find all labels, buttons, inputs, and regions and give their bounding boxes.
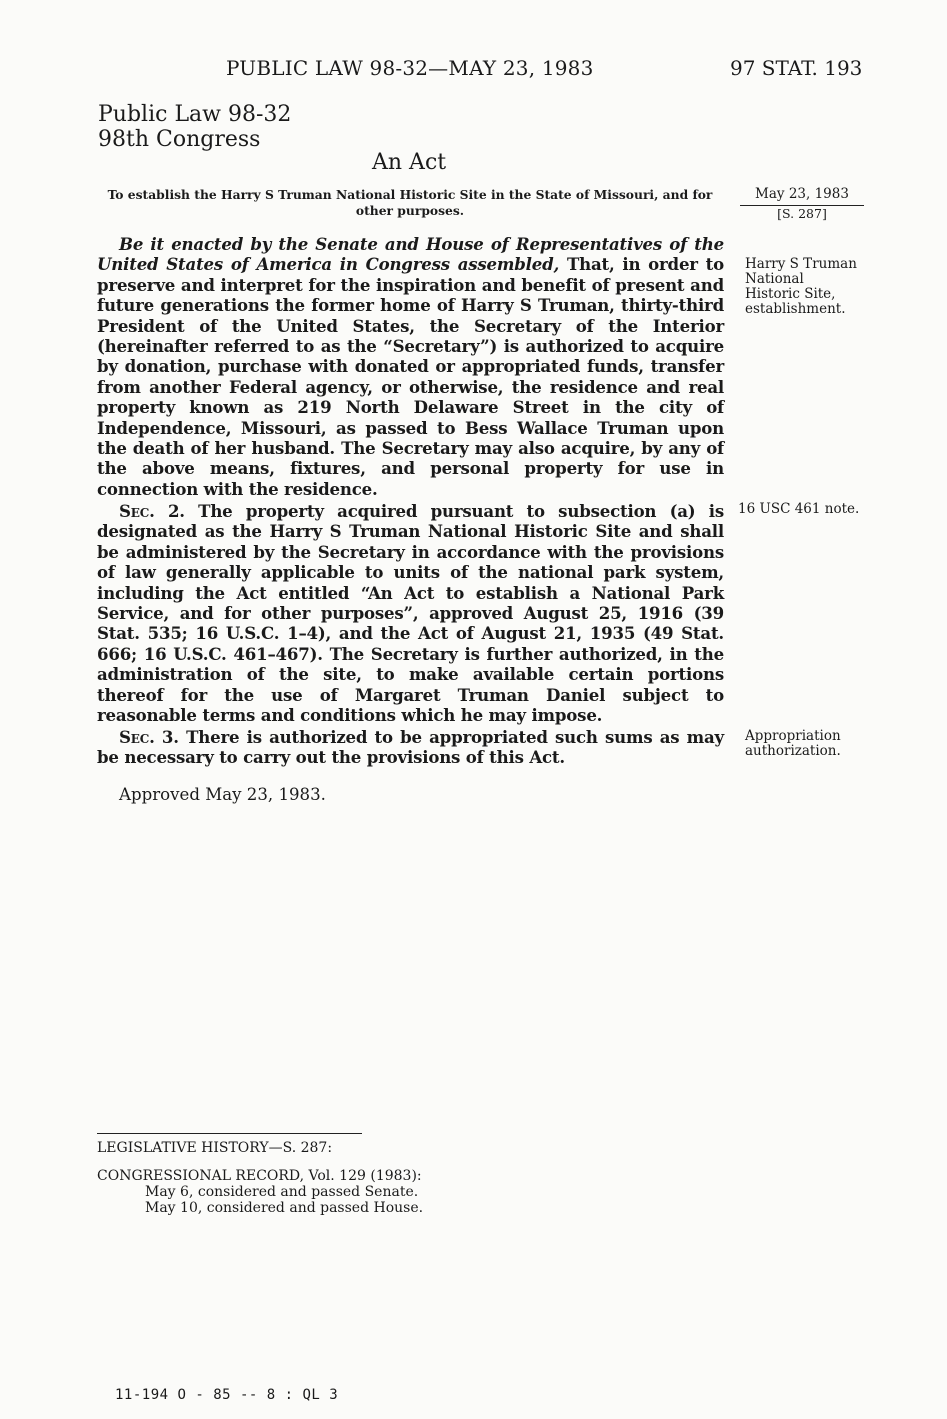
- congress-number: 98th Congress: [98, 127, 261, 152]
- section-3-paragraph: [97, 727, 724, 768]
- margin-note-line: Historic Site,: [745, 286, 836, 302]
- section-1-paragraph: [97, 234, 724, 499]
- margin-note-usc: 16 USC 461 note.: [738, 501, 860, 517]
- margin-note-line: National: [745, 271, 804, 287]
- public-law-number: Public Law 98-32: [98, 102, 292, 127]
- act-purpose: To establish the Harry S Truman National Historic Site in the State of Missouri, and for other purposes.: [107, 187, 713, 218]
- running-title: PUBLIC LAW 98-32—MAY 23, 1983: [226, 56, 594, 80]
- section-3-text: There is authorized to be appropriated such sums as may be necessary to carry out the provisions of this Act.: [97, 727, 725, 768]
- margin-note-appropriation: [745, 729, 841, 759]
- section-2-paragraph: [97, 501, 724, 725]
- margin-note-establishment: [745, 257, 857, 317]
- section-2-label: Sec. 2.: [119, 501, 185, 521]
- history-item: May 10, considered and passed House.: [145, 1200, 424, 1216]
- margin-note-line: Appropriation: [745, 728, 841, 744]
- stat-reference: 97 STAT. 193: [730, 56, 863, 80]
- margin-date: May 23, 1983: [740, 186, 864, 206]
- margin-note-line: establishment.: [745, 301, 846, 317]
- legislative-history-title: LEGISLATIVE HISTORY—S. 287:: [97, 1140, 333, 1156]
- history-item: May 6, considered and passed Senate.: [145, 1184, 419, 1200]
- congressional-record: [97, 1168, 423, 1216]
- print-code: 11-194 O - 85 -- 8 : QL 3: [115, 1387, 339, 1403]
- margin-note-line: authorization.: [745, 743, 841, 759]
- margin-note-line: Harry S Truman: [745, 256, 857, 272]
- section-1-text: That, in order to preserve and interpret for the inspiration and benefit of present and future generations the former home of Harry S Truman, thirty-third President of the United States, the Secretary of the Interior (hereinafter referred to as the “Secretary”) is authorized to acquire by donation, purchase with donated or appropriated funds, transfer from another Federal agency, or otherwise, the residence and real property known as 219 North Delaware Street in the city of Independence, Missouri, as passed to Bess Wallace Truman upon the death of her husband. The Secretary may also acquire, by any of the above means, fixtures, and personal property for use in connection with the residence.: [97, 254, 725, 499]
- enacting-clause: Be it enacted by the Senate and House of Representatives of the United States of America in Congress assembled,: [97, 234, 724, 275]
- law-identifier: [98, 102, 291, 152]
- congressional-record-label: CONGRESSIONAL RECORD, Vol. 129 (1983):: [97, 1168, 422, 1184]
- section-2-text: The property acquired pursuant to subsection (a) is designated as the Harry S Truman National Historic Site and shall be administered by the Secretary in accordance with the provisions of law generally applicable to units of the national park system, including the Act entitled “An Act to establish a National Park Service, and for other purposes”, approved August 25, 1916 (39 Stat. 535; 16 U.S.C. 1–4), and the Act of August 21, 1935 (49 Stat. 666; 16 U.S.C. 461–467). The Secretary is further authorized, in the administration of the site, to make available certain portions thereof for the use of Margaret Truman Daniel subject to reasonable terms and conditions which he may impose.: [97, 501, 724, 726]
- act-heading: An Act: [372, 150, 447, 175]
- footnote-divider: [97, 1133, 362, 1134]
- section-3-label: Sec. 3.: [119, 727, 179, 747]
- approval-date: Approved May 23, 1983.: [119, 785, 326, 804]
- margin-bill-number: [S. 287]: [777, 206, 827, 221]
